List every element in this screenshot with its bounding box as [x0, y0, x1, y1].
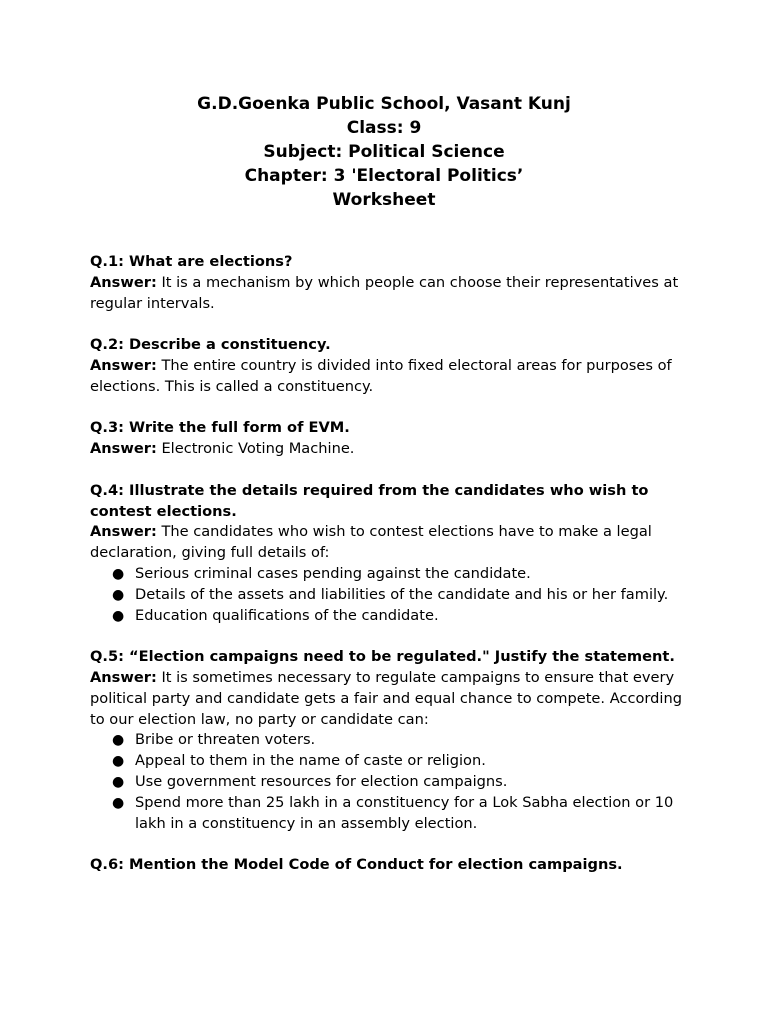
bullet-icon: ●: [112, 773, 125, 790]
answer-text: It is sometimes necessary to regulate campaigns to ensure that every political party and candidate gets a fair and equal chance to compete. According to our election law, no party or candidate can:: [90, 668, 682, 728]
answer-paragraph: [90, 522, 690, 564]
question-list: [90, 252, 690, 897]
subject-line: Subject: Political Science: [263, 142, 505, 162]
worksheet-header: [0, 92, 768, 212]
list-item-text: Appeal to them in the name of caste or religion.: [135, 752, 486, 770]
list-item: [90, 730, 690, 751]
document-type: Worksheet: [332, 190, 436, 210]
answer-text: The entire country is divided into fixed electoral areas for purposes of elections. This is called a constituency.: [90, 356, 672, 395]
list-item-text: Bribe or threaten voters.: [135, 731, 316, 749]
bullet-list: [90, 730, 690, 834]
answer-label: Answer:: [90, 668, 157, 686]
list-item: [90, 564, 690, 585]
list-item-text: Spend more than 25 lakh in a constituency for a Lok Sabha election or 10 lakh in a constituency in an assembly election.: [135, 793, 674, 832]
bullet-icon: ●: [112, 565, 125, 582]
question-text: Q.5: “Election campaigns need to be regulated." Justify the statement.: [90, 648, 675, 666]
question-text: Q.2: Describe a constituency.: [90, 336, 331, 354]
bullet-icon: ●: [112, 753, 125, 770]
answer-text: Electronic Voting Machine.: [161, 440, 355, 458]
question-text: Q.3: Write the full form of EVM.: [90, 419, 350, 437]
question-text: Q.4: Illustrate the details required from the candidates who wish to contest elections.: [90, 481, 649, 520]
list-item: [90, 585, 690, 606]
answer-text: It is a mechanism by which people can choose their representatives at regular intervals.: [90, 273, 679, 312]
answer-label: Answer:: [90, 440, 157, 458]
bullet-icon: ●: [112, 607, 125, 624]
class-line: Class: 9: [346, 118, 422, 138]
bullet-icon: ●: [112, 732, 125, 749]
chapter-line: Chapter: 3 'Electoral Politics’: [244, 166, 524, 186]
answer-label: Answer:: [90, 356, 157, 374]
question-text: Q.6: Mention the Model Code of Conduct for election campaigns.: [90, 856, 623, 874]
question-block-6: [90, 855, 690, 876]
list-item-text: Details of the assets and liabilities of the candidate and his or her family.: [135, 585, 669, 603]
bullet-list: [90, 564, 690, 626]
answer-text: The candidates who wish to contest elections have to make a legal declaration, giving full details of:: [90, 523, 652, 562]
question-block-1: [90, 252, 690, 314]
school-name: G.D.Goenka Public School, Vasant Kunj: [197, 94, 571, 114]
list-item: [90, 606, 690, 627]
answer-paragraph: [90, 668, 690, 730]
question-block-4: [90, 481, 690, 627]
bullet-icon: ●: [112, 586, 125, 603]
question-text: Q.1: What are elections?: [90, 253, 293, 270]
question-block-5: [90, 647, 690, 834]
answer-paragraph: [90, 273, 690, 315]
list-item: [90, 751, 690, 772]
question-block-3: [90, 418, 690, 460]
list-item: [90, 772, 690, 793]
answer-label: Answer:: [90, 273, 157, 291]
list-item-text: Serious criminal cases pending against the candidate.: [135, 564, 531, 582]
answer-paragraph: [90, 439, 690, 460]
answer-label: Answer:: [90, 523, 157, 541]
list-item: [90, 793, 690, 835]
list-item-text: Education qualifications of the candidate.: [135, 606, 439, 624]
answer-paragraph: [90, 356, 690, 398]
list-item-text: Use government resources for election campaigns.: [135, 772, 508, 790]
bullet-icon: ●: [112, 794, 125, 811]
question-block-2: [90, 335, 690, 397]
